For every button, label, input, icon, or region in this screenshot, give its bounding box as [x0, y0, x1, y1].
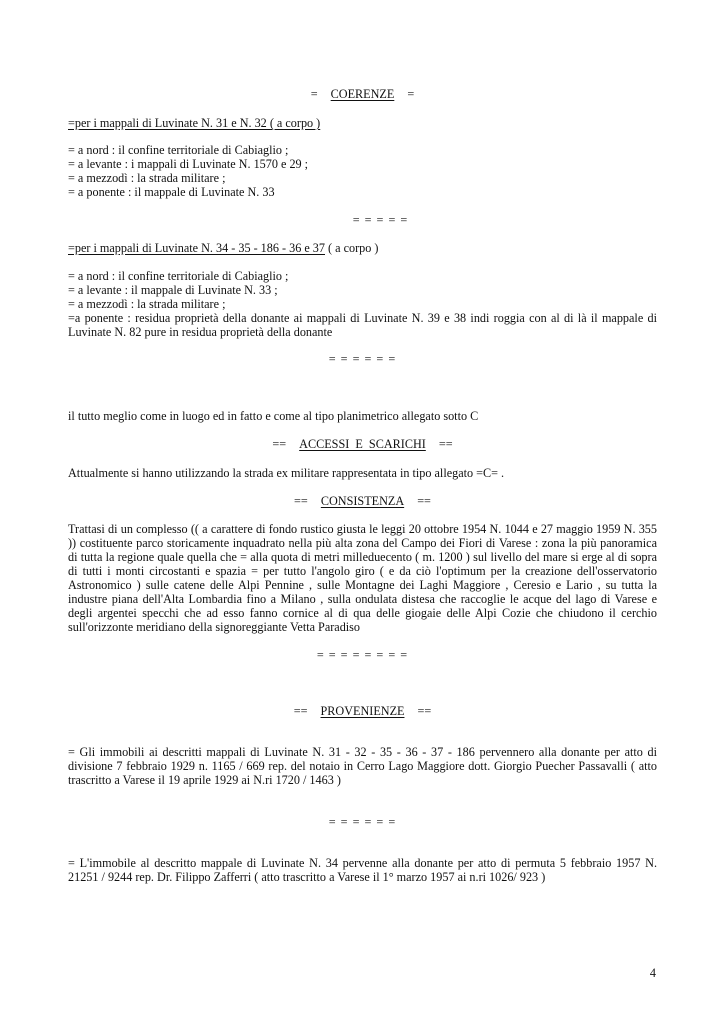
group2-item-mezzodi: = a mezzodì : la strada militare ; — [68, 297, 226, 311]
group2-separator: = = = = = = — [328, 352, 397, 366]
group2-item-ponente: =a ponente : residua proprietà della donante ai mappali di Luvinate N. 39 e 38 indi roggia con al di là il mappale di Luvinate N. 82 pure in residua proprietà della donante — [68, 311, 657, 339]
group1-title-row — [68, 116, 657, 130]
provenienze-heading: PROVENIENZE — [320, 704, 405, 718]
provenienze-separator: = = = = = = — [328, 815, 397, 829]
heading-marker-right: = — [407, 87, 415, 101]
accessi-heading-row — [68, 437, 657, 451]
consistenza-text: Trattasi di un complesso (( a carattere di fondo rustico giusta le leggi 20 ottobre 1954 N. 1044 e 27 maggio 1959 N. 355 )) costituente parco storicamente inquadrato nella più alta zona del Campo dei Fiori di Varese : zona la più panoramica di tutta la regione quale quella che = alla quota di metri milleduecento ( m. 1200 ) sul livello del mare si erge al di sopra di tutti i monti circostanti e spazia = per tutto l'angolo giro ( e da ciò l'optimum per la creazione dell'osservatorio Astronomico ) sulle catene delle Alpi Pennine , sulle Montagne dei Laghi Maggiore , Ceresio e Lario , su tutta la industre piana dell'Alta Lombardia fino a Milano , sulla ondulata distesa che raccoglie le acque del lago di Varese e degli argentei specchi che ad esso fanno cornice al di qua delle giogaie delle Alpi Cozie che chiudono il cerchio sull'orizzonte meridiano della signoreggiante Vetta Paradiso — [68, 522, 657, 634]
group1-item-levante: = a levante : i mappali di Luvinate N. 1570 e 29 ; — [68, 157, 309, 171]
group1-item-nord: = a nord : il confine territoriale di Cabiaglio ; — [68, 143, 289, 157]
group1-item-mezzodi: = a mezzodì : la strada militare ; — [68, 171, 226, 185]
group2-title-row — [68, 241, 657, 255]
coerenze-heading-row — [68, 87, 657, 101]
group2-title-suffix: ( a corpo ) — [328, 241, 379, 255]
consistenza-heading: CONSISTENZA — [320, 494, 405, 508]
heading-marker-left: = — [310, 87, 318, 101]
coerenze-heading: COERENZE — [330, 87, 395, 101]
coerenze-summary: il tutto meglio come in luogo ed in fatto e come al tipo planimetrico allegato sotto C — [68, 409, 479, 423]
heading-marker-left: == — [293, 704, 308, 718]
group1-item-ponente: = a ponente : il mappale di Luvinate N. 33 — [68, 185, 275, 199]
provenienze-para2: = L'immobile al descritto mappale di Luvinate N. 34 pervenne alla donante per atto di permuta 5 febbraio 1957 N. 21251 / 9244 rep. Dr. Filippo Zafferri ( atto trascritto a Varese il 1° marzo 1957 ai n.ri 1026/ 923 ) — [68, 856, 657, 884]
group2-items — [68, 269, 657, 339]
group1-items — [68, 143, 657, 199]
group1-title: =per i mappali di Luvinate N. 31 e N. 32 ( a corpo ) — [68, 116, 321, 130]
group1-separator: = = = = = — [352, 213, 409, 227]
heading-marker-left: == — [294, 494, 308, 508]
heading-marker-right: == — [417, 494, 431, 508]
provenienze-para1: = Gli immobili ai descritti mappali di Luvinate N. 31 - 32 - 35 - 36 - 37 - 186 pervennero alla donante per atto di divisione 7 febbraio 1929 n. 1165 / 669 rep. del notaio in Cerro Lago Maggiore dott. Giorgio Puecher Passavalli ( atto trascritto a Varese il 19 aprile 1929 ai N.ri 1720 / 1463 ) — [68, 745, 657, 787]
group2-title: =per i mappali di Luvinate N. 34 - 35 - 186 - 36 e 37 — [68, 241, 325, 255]
heading-marker-right: == — [438, 437, 453, 451]
heading-marker-right: == — [417, 704, 432, 718]
provenienze-heading-row — [68, 704, 657, 718]
accessi-heading: ACCESSI E SCARICHI — [299, 437, 426, 451]
consistenza-heading-row — [68, 494, 657, 508]
page-number: 4 — [649, 966, 656, 980]
consistenza-separator: = = = = = = = = — [316, 648, 409, 662]
heading-marker-left: == — [272, 437, 287, 451]
group2-item-nord: = a nord : il confine territoriale di Cabiaglio ; — [68, 269, 289, 283]
group2-item-levante: = a levante : il mappale di Luvinate N. 33 ; — [68, 283, 278, 297]
accessi-text: Attualmente si hanno utilizzando la strada ex militare rappresentata in tipo allegato =C= . — [68, 466, 505, 480]
